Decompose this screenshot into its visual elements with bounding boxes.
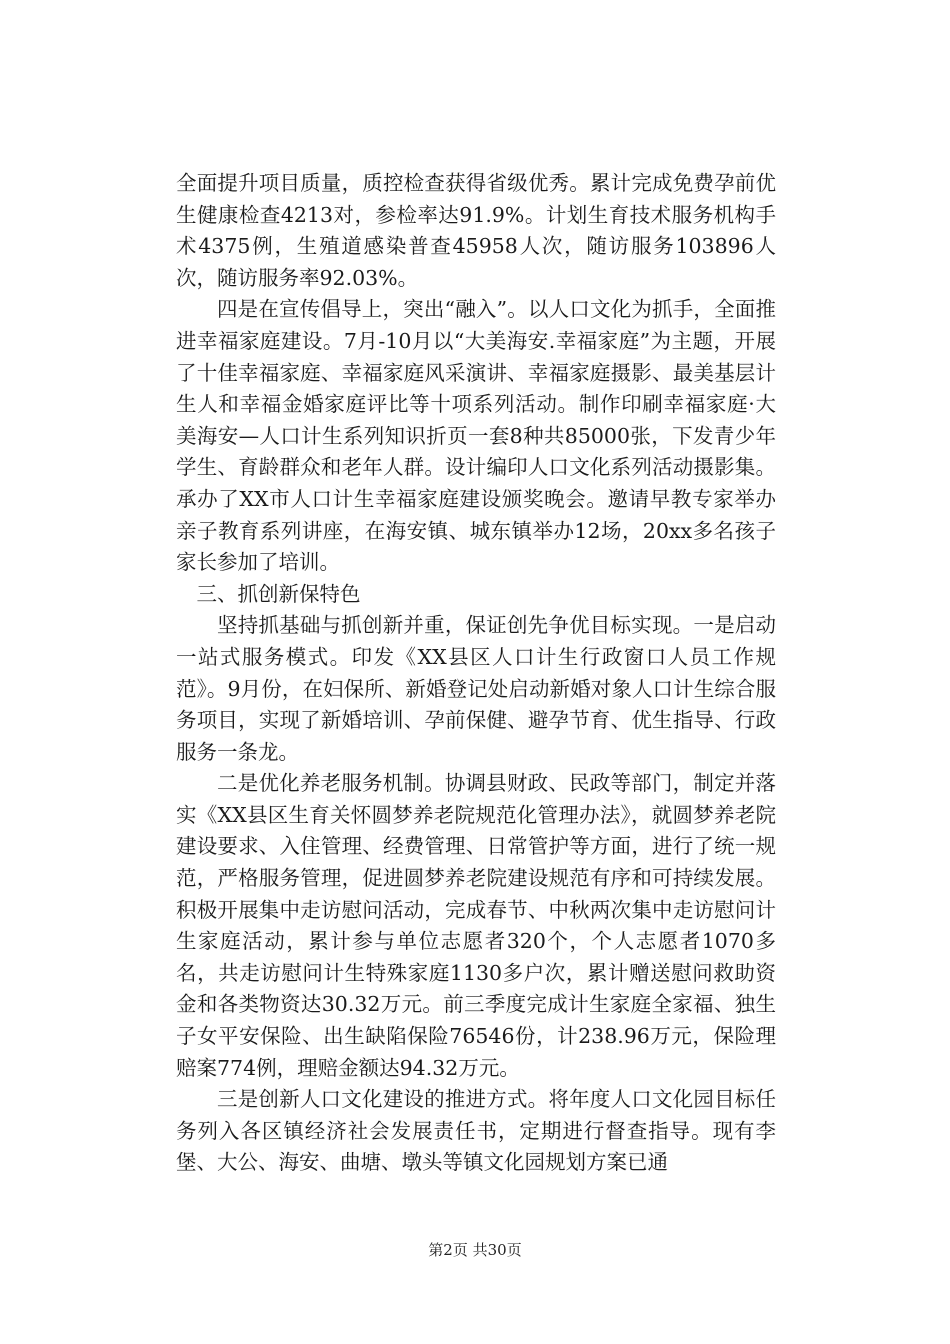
section-heading: 三、抓创新保特色 [196,581,361,606]
paragraph-innovation: 坚持抓基础与抓创新并重，保证创先争优目标实现。一是启动一站式服务模式。印发《XX县区人口计生行政窗口人员工作规范》。9月份，在妇保所、新婚登记处启动新婚对象人口计生综合服务项目，实现了新婚培训、孕前保健、避孕节育、优生指导、行政服务一条龙。 [176,613,776,764]
paragraph-continuation: 全面提升项目质量，质控检查获得省级优秀。累计完成免费孕前优生健康检查4213对，参检率达91.9%。计划生育技术服务机构手术4375例，生殖道感染普查45958人次，随访服务103896人次，随访服务率92.03%。 [176,171,776,290]
paragraph-publicity: 四是在宣传倡导上，突出“融入”。以人口文化为抓手，全面推进幸福家庭建设。7月-10月以“大美海安.幸福家庭”为主题，开展了十佳幸福家庭、幸福家庭风采演讲、幸福家庭摄影、最美基层计生人和幸福金婚家庭评比等十项系列活动。制作印刷幸福家庭·大美海安—人口计生系列知识折页一套8种共85000张，下发青少年学生、育龄群众和老年人群。设计编印人口文化系列活动摄影集。承办了XX市人口计生幸福家庭建设颁奖晚会。邀请早教专家举办亲子教育系列讲座，在海安镇、城东镇举办12场，20xx多名孩子家长参加了培训。 [176,297,776,575]
page-number-footer: 第2页 共30页 [428,1241,522,1259]
paragraph-culture: 三是创新人口文化建设的推进方式。将年度人口文化园目标任务列入各区镇经济社会发展责任书，定期进行督查指导。现有李堡、大公、海安、曲塘、墩头等镇文化园规划方案已通 [176,1087,776,1175]
document-body [176,168,776,1179]
paragraph-elderly-care: 二是优化养老服务机制。协调县财政、民政等部门，制定并落实《XX县区生育关怀圆梦养老院规范化管理办法》，就圆梦养老院建设要求、入住管理、经费管理、日常管护等方面，进行了统一规范，严格服务管理，促进圆梦养老院建设规范有序和可持续发展。积极开展集中走访慰问活动，完成春节、中秋两次集中走访慰问计生家庭活动，累计参与单位志愿者320个，个人志愿者1070多名，共走访慰问计生特殊家庭1130多户次，累计赠送慰问救助资金和各类物资达30.32万元。前三季度完成计生家庭全家福、独生子女平安保险、出生缺陷保险76546份，计238.96万元，保险理赔案774例，理赔金额达94.32万元。 [176,771,776,1080]
